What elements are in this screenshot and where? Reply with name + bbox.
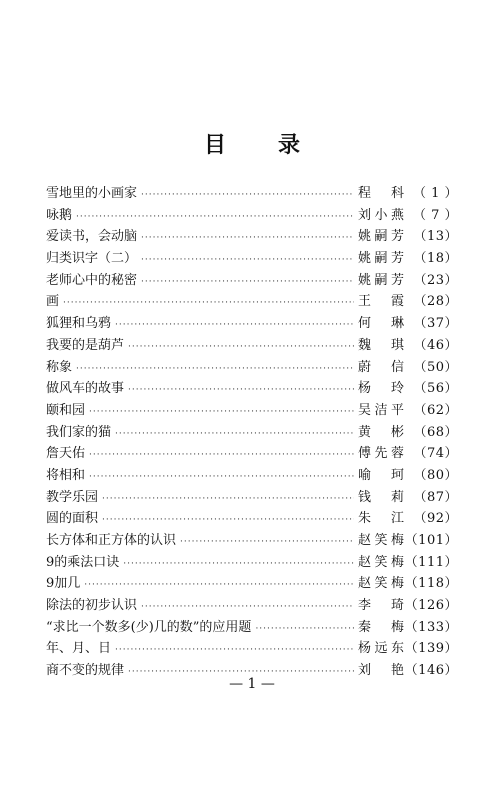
- toc-entry-title: 长方体和正方体的认识: [46, 533, 177, 548]
- toc-dot-leader: [115, 315, 354, 337]
- toc-entry-author: 钱 莉: [358, 489, 404, 505]
- toc-entry-page: （13）: [413, 229, 458, 245]
- toc-entry-title: 老师心中的秘密: [46, 272, 138, 288]
- toc-entry-title: 除法的初步认识: [46, 598, 138, 614]
- toc-entry: [46, 313, 458, 335]
- toc-entry: [46, 248, 458, 270]
- toc-entry-page: （ 7 ）: [412, 207, 458, 223]
- toc-entry-page: （68）: [413, 424, 458, 440]
- toc-entry-author: 赵笑梅: [358, 554, 404, 570]
- toc-entry-author: 赵笑梅: [358, 576, 404, 592]
- toc-entry-author: 姚嗣芳: [358, 251, 404, 267]
- toc-dot-leader: [102, 510, 354, 532]
- toc-entry-author: 姚嗣芳: [358, 272, 404, 288]
- toc-entry: [46, 378, 458, 400]
- page-title: [0, 128, 504, 159]
- page-title-char-2: 录: [278, 132, 301, 158]
- toc-entry-title: 咏鹅: [46, 207, 73, 223]
- toc-dot-leader: [180, 532, 354, 554]
- toc-entry-title: 年、月、日: [46, 641, 112, 657]
- toc-dot-leader: [89, 445, 354, 467]
- toc-entry-page: （28）: [413, 294, 458, 310]
- toc-entry-page: （101）: [404, 533, 458, 548]
- toc-dot-leader: [141, 185, 354, 207]
- toc-dot-leader: [255, 619, 354, 641]
- toc-entry-page: （87）: [413, 489, 458, 505]
- toc-entry-author: 魏 琪: [358, 337, 404, 353]
- page-title-char-1: 目: [203, 132, 226, 158]
- toc-entry-title: 称象: [46, 359, 73, 375]
- toc-entry-author: 吴洁平: [358, 402, 404, 418]
- toc-entry-author: 蔚 信: [358, 359, 404, 375]
- toc-entry-page: （146）: [404, 663, 458, 679]
- toc-entry-author: 朱 江: [358, 511, 404, 527]
- toc-entry-page: （74）: [413, 446, 458, 462]
- toc-dot-leader: [89, 402, 354, 424]
- toc-entry-author: 李 琦: [358, 598, 404, 614]
- toc-entry-author: 何 琳: [358, 316, 404, 332]
- toc-entry-title: “求比一个数多(少)几的数”的应用题: [46, 619, 252, 635]
- toc-entry-page: （ 1 ）: [412, 186, 458, 201]
- toc-entry-page: （92）: [413, 511, 458, 527]
- toc-entry-title: 我要的是葫芦: [46, 337, 125, 353]
- toc-dot-leader: [89, 467, 354, 489]
- toc-entry-title: 做风车的故事: [46, 381, 125, 397]
- toc-entry-page: （23）: [413, 272, 458, 288]
- toc-entry-author: 喻 珂: [358, 467, 404, 483]
- toc-entry: [46, 270, 458, 292]
- toc-entry-page: （37）: [413, 316, 458, 332]
- toc-dot-leader: [128, 380, 354, 402]
- toc-entry-author: 程 科: [358, 186, 404, 201]
- toc-entry-author: 杨远东: [358, 641, 404, 657]
- toc-entry-title: 我们家的猫: [46, 424, 112, 440]
- table-of-contents: [46, 183, 458, 682]
- toc-entry-page: （111）: [404, 554, 458, 570]
- toc-entry-title: 归类识字（二）: [46, 251, 138, 267]
- toc-entry-title: 圆的面积: [46, 511, 99, 527]
- toc-entry-author: 黄 彬: [358, 424, 404, 440]
- toc-entry-title: 将相和: [46, 467, 86, 483]
- toc-entry-author: 秦 梅: [358, 619, 404, 635]
- toc-entry-author: 傅先蓉: [358, 446, 404, 462]
- toc-entry: [46, 573, 458, 595]
- toc-entry: [46, 205, 458, 227]
- toc-entry-title: 爱读书，会动脑: [46, 229, 138, 245]
- toc-entry-title: 9加几: [46, 576, 81, 592]
- toc-dot-leader: [123, 554, 354, 576]
- toc-dot-leader: [141, 272, 354, 294]
- toc-entry: [46, 617, 458, 639]
- toc-dot-leader: [141, 250, 354, 272]
- toc-entry-author: 赵笑梅: [358, 533, 404, 548]
- toc-entry-page: （133）: [404, 619, 458, 635]
- toc-entry-page: （56）: [413, 381, 458, 397]
- toc-entry: [46, 595, 458, 617]
- toc-entry-author: 刘小燕: [358, 207, 404, 223]
- toc-dot-leader: [76, 207, 354, 229]
- toc-entry: [46, 357, 458, 379]
- toc-entry: [46, 487, 458, 509]
- toc-entry: [46, 422, 458, 444]
- toc-dot-leader: [76, 359, 354, 381]
- toc-dot-leader: [141, 228, 354, 250]
- toc-entry-title: 画: [46, 294, 60, 310]
- toc-entry-title: 商不变的规律: [46, 663, 125, 679]
- toc-entry: [46, 183, 458, 205]
- toc-entry-title: 狐狸和乌鸦: [46, 316, 112, 332]
- toc-dot-leader: [115, 424, 354, 446]
- toc-dot-leader: [115, 640, 354, 662]
- toc-entry: [46, 552, 458, 574]
- toc-entry: [46, 443, 458, 465]
- toc-entry-page: （62）: [413, 402, 458, 418]
- toc-entry: [46, 508, 458, 530]
- toc-entry-author: 王 霞: [358, 294, 404, 310]
- toc-entry: [46, 226, 458, 248]
- toc-entry-page: （46）: [413, 337, 458, 353]
- toc-entry: [46, 335, 458, 357]
- toc-dot-leader: [102, 489, 354, 511]
- toc-entry-page: （80）: [413, 467, 458, 483]
- toc-entry-page: （18）: [413, 251, 458, 267]
- toc-dot-leader: [63, 293, 354, 315]
- toc-entry: [46, 400, 458, 422]
- toc-entry-page: （139）: [404, 641, 458, 657]
- toc-dot-leader: [128, 337, 354, 359]
- toc-entry-title: 9的乘法口诀: [46, 554, 120, 570]
- toc-entry-title: 詹天佑: [46, 446, 86, 462]
- toc-entry-title: 教学乐园: [46, 489, 99, 505]
- toc-dot-leader: [141, 597, 354, 619]
- toc-entry: [46, 638, 458, 660]
- toc-entry-author: 杨 玲: [358, 381, 404, 397]
- toc-entry-page: （118）: [404, 576, 458, 592]
- toc-entry-title: 雪地里的小画家: [46, 186, 138, 201]
- toc-dot-leader: [84, 575, 354, 597]
- toc-entry-title: 颐和园: [46, 402, 86, 418]
- toc-entry-author: 刘 艳: [358, 663, 404, 679]
- toc-entry-page: （126）: [404, 598, 458, 614]
- toc-entry-page: （50）: [413, 359, 458, 375]
- toc-entry: [46, 530, 458, 552]
- toc-entry: [46, 291, 458, 313]
- toc-entry: [46, 465, 458, 487]
- toc-entry-author: 姚嗣芳: [358, 229, 404, 245]
- page-number: — 1 —: [229, 676, 275, 692]
